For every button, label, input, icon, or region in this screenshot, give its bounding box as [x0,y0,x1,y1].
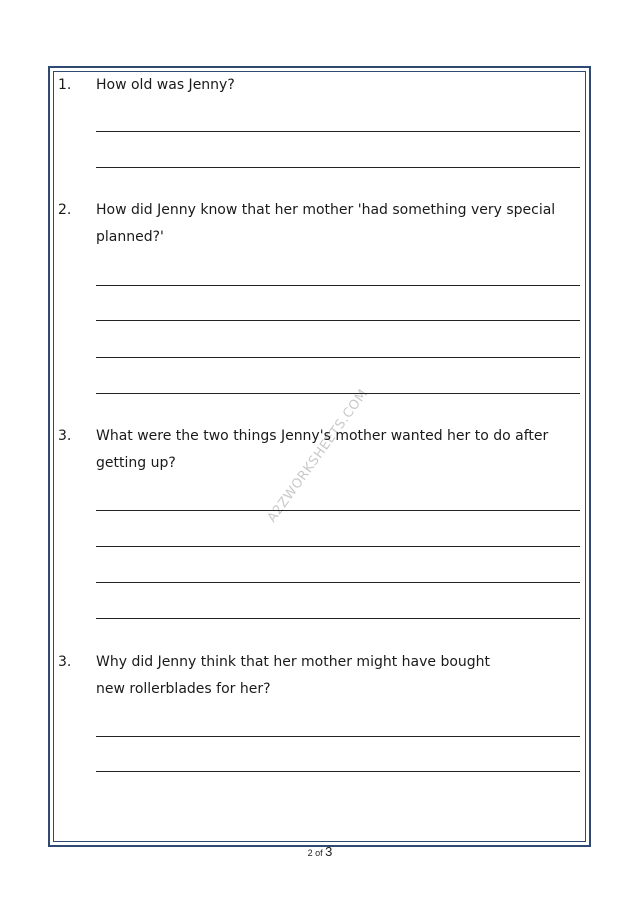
page-total: 3 [325,844,333,859]
answer-line[interactable] [96,285,580,286]
answer-line[interactable] [96,167,580,168]
answer-line[interactable] [96,393,580,394]
question-3-text: What were the two things Jenny's mother wanted her to do after getting up? [96,428,549,471]
answer-line[interactable] [96,546,580,547]
answer-line[interactable] [96,131,580,132]
question-2-text: How did Jenny know that her mother 'had something very special planned?' [96,202,556,245]
question-4-text: Why did Jenny think that her mother might have bought new rollerblades for her? [96,654,491,697]
answer-line[interactable] [96,510,580,511]
page-current: 2 [307,848,313,858]
question-4-number: 3. [58,654,72,670]
answer-line[interactable] [96,618,580,619]
answer-line[interactable] [96,771,580,772]
question-1-text: How old was Jenny? [96,77,235,93]
page-number [0,844,640,859]
answer-line[interactable] [96,582,580,583]
question-2-number: 2. [58,202,72,218]
question-1-number: 1. [58,77,72,93]
answer-line[interactable] [96,736,580,737]
answer-line[interactable] [96,320,580,321]
answer-line[interactable] [96,357,580,358]
watermark: A2ZWORKSHEETS.COM [264,386,372,526]
page-of-label: of [315,848,323,858]
question-3-number: 3. [58,428,72,444]
